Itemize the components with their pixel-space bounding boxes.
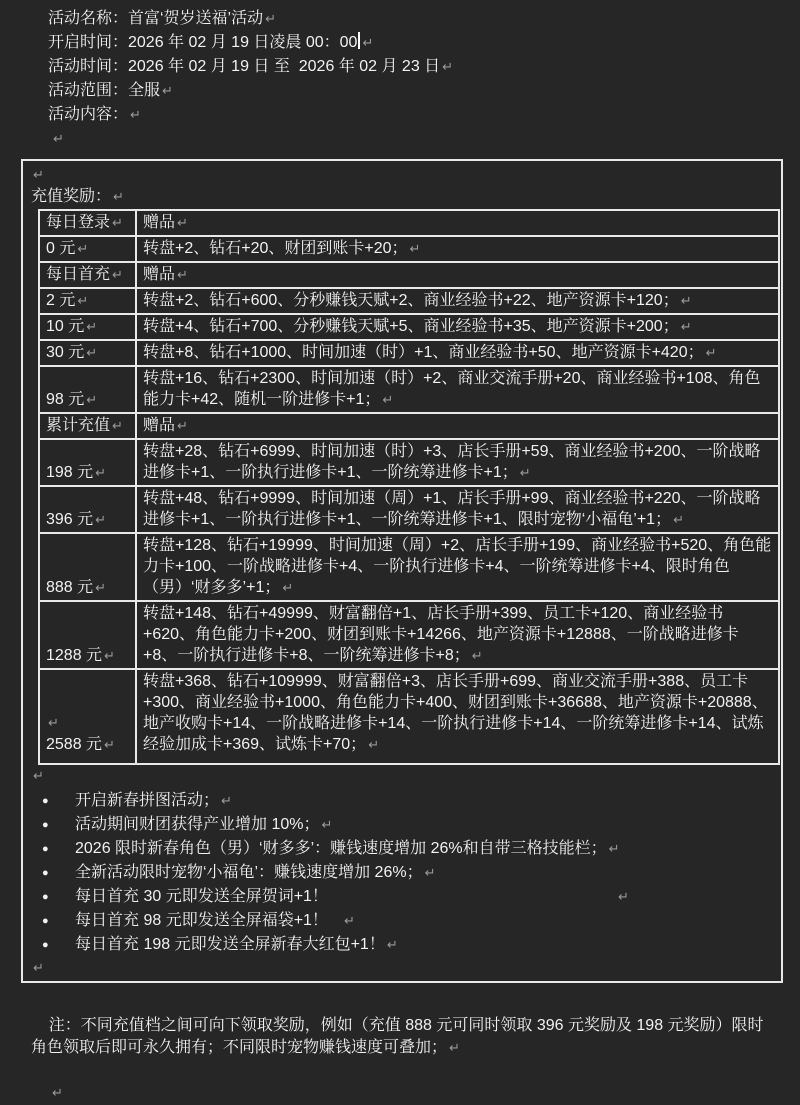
paragraph-mark-icon: ↵ xyxy=(77,242,89,257)
reward-content-text: 转盘+4、钻石+700、分秒赚钱天赋+5、商业经验书+35、地产资源卡+200； xyxy=(143,318,679,335)
reward-content-text: 转盘+48、钻石+9999、时间加速（周）+1、店长手册+99、商业经验书+220、一阶战略进修卡+1、一阶执行进修卡+1、一阶统筹进修卡+1、限时宠物‘小福龟’+1； xyxy=(143,490,761,528)
reward-content-text: 转盘+368、钻石+109999、财富翻倍+3、店长手册+699、商业交流手册+388、员工卡+300、商业经验书+1000、角色能力卡+400、财团到账卡+36688、地产资源卡+20888、地产收购卡+14、一阶战略进修卡+14、一阶执行进修卡+14、一阶统筹进修卡+14、试炼经验加成卡+369、试炼卡+70； xyxy=(143,673,768,753)
reward-content-text: 赠品 xyxy=(143,417,176,434)
paragraph-mark-icon: ↵ xyxy=(705,346,717,361)
tier-label xyxy=(46,264,129,286)
reward-content-cell xyxy=(136,413,779,439)
reward-content-cell xyxy=(136,340,779,366)
table-row xyxy=(39,314,779,340)
tier-label-text: 198 元 xyxy=(46,464,94,481)
tier-label-text: 累计充值 xyxy=(46,417,111,434)
paragraph-mark-icon: ↵ xyxy=(680,294,692,309)
paragraph-mark-icon: ↵ xyxy=(409,242,421,257)
paragraph-mark-icon: ↵ xyxy=(112,216,123,231)
tier-label-text: 30 元 xyxy=(46,344,85,361)
paragraph-mark-icon: ↵ xyxy=(265,12,277,27)
paragraph-mark-icon: ↵ xyxy=(449,1041,460,1056)
tier-cell xyxy=(39,366,136,413)
bullet-item xyxy=(42,813,772,837)
bullet-text: 全新活动限时宠物‘小福龟’：赚钱速度增加 26%； xyxy=(75,864,423,881)
tier-label-text: 1288 元 xyxy=(46,647,103,664)
bullet-icon: ● xyxy=(42,939,49,951)
paragraph-mark-icon: ↵ xyxy=(112,419,123,434)
bullet-icon: ● xyxy=(42,795,49,807)
paragraph-mark-icon: ↵ xyxy=(86,393,98,408)
reward-content-cell xyxy=(136,314,779,340)
reward-box xyxy=(21,159,783,983)
bullet-text: 活动期间财团获得产业增加 10%； xyxy=(75,816,320,833)
text-cursor xyxy=(358,32,360,49)
tier-label xyxy=(46,389,129,411)
bullet-list xyxy=(31,789,772,957)
reward-content-text: 转盘+2、钻石+600、分秒赚钱天赋+2、商业经验书+22、地产资源卡+120； xyxy=(143,292,679,309)
table-row xyxy=(39,236,779,262)
tier-label-text: 2 元 xyxy=(46,292,76,309)
reward-content-cell xyxy=(136,236,779,262)
tier-label xyxy=(46,462,129,484)
reward-content-text: 赠品 xyxy=(143,266,176,283)
table-row xyxy=(39,669,779,764)
paragraph-mark-icon: ↵ xyxy=(86,320,98,335)
paragraph-mark-icon: ↵ xyxy=(177,216,188,231)
paragraph-mark-icon: ↵ xyxy=(673,513,684,528)
note-paragraph xyxy=(31,993,776,1082)
bullet-text: 开启新春拼图活动； xyxy=(75,792,220,809)
tier-label-text: 2588 元 xyxy=(46,736,103,753)
header-line xyxy=(48,31,780,55)
reward-content-cell xyxy=(136,439,779,486)
tier-label-text: 98 元 xyxy=(46,391,85,408)
reward-content-cell xyxy=(136,486,779,533)
reward-content-text: 转盘+8、钻石+1000、时间加速（时）+1、商业经验书+50、地产资源卡+420； xyxy=(143,344,704,361)
header-line-text: 开启时间：2026 年 02 月 19 日凌晨 00：00 xyxy=(48,34,358,51)
box-title: 充值奖励： xyxy=(31,188,112,205)
paragraph-mark-icon: ↵ xyxy=(221,794,232,809)
paragraph-mark-icon: ↵ xyxy=(104,738,115,753)
paragraph-mark-icon: ↵ xyxy=(77,294,89,309)
paragraph-mark-icon: ↵ xyxy=(33,961,44,976)
tier-label xyxy=(46,734,129,756)
paragraph-mark-icon: ↵ xyxy=(680,320,692,335)
tier-label-text: 每日首充 xyxy=(46,266,111,283)
bullet-item xyxy=(42,789,772,813)
paragraph-mark-icon: ↵ xyxy=(321,818,333,833)
table-row xyxy=(39,288,779,314)
paragraph-mark-icon: ↵ xyxy=(48,716,59,731)
tier-label-text: 396 元 xyxy=(46,511,94,528)
paragraph-mark-icon: ↵ xyxy=(177,419,188,434)
bullet-item xyxy=(42,909,772,933)
paragraph-mark-icon: ↵ xyxy=(177,268,188,283)
bullet-icon: ● xyxy=(42,867,49,879)
tier-label xyxy=(46,577,129,599)
reward-content-cell xyxy=(136,210,779,236)
reward-content-text: 转盘+28、钻石+6999、时间加速（时）+3、店长手册+59、商业经验书+200、一阶战略进修卡+1、一阶执行进修卡+1、一阶统筹进修卡+1； xyxy=(143,443,761,481)
paragraph-mark-icon: ↵ xyxy=(386,938,398,953)
empty-line xyxy=(50,1082,800,1105)
bullet-item xyxy=(42,861,772,885)
tier-cell xyxy=(39,601,136,669)
reward-content-cell xyxy=(136,533,779,601)
empty-line xyxy=(46,712,129,734)
tier-cell xyxy=(39,439,136,486)
paragraph-mark-icon: ↵ xyxy=(33,168,44,183)
tab-gap xyxy=(328,900,616,901)
paragraph-mark-icon: ↵ xyxy=(95,513,107,528)
paragraph-mark-icon: ↵ xyxy=(130,108,141,123)
note-text: 注：不同充值档之间可向下领取奖励，例如（充值 888 元可同时领取 396 元奖励及 198 元奖励）限时角色领取后即可永久拥有；不同限时宠物赚钱速度可叠加； xyxy=(31,1017,764,1056)
paragraph-mark-icon: ↵ xyxy=(162,84,173,99)
reward-content-text: 转盘+16、钻石+2300、时间加速（时）+2、商业交流手册+20、商业经验书+108、角色能力卡+42、随机一阶进修卡+1； xyxy=(143,370,761,408)
paragraph-mark-icon: ↵ xyxy=(424,866,436,881)
paragraph-mark-icon: ↵ xyxy=(52,1086,63,1101)
tier-label xyxy=(46,509,129,531)
tier-label xyxy=(46,645,129,667)
paragraph-mark-icon: ↵ xyxy=(86,346,98,361)
tier-label-text: 0 元 xyxy=(46,240,76,257)
header-line xyxy=(48,7,780,31)
table-row xyxy=(39,413,779,439)
header-line-text: 活动范围：全服 xyxy=(48,82,161,99)
tier-cell xyxy=(39,340,136,366)
reward-content-text: 赠品 xyxy=(143,214,176,231)
empty-line xyxy=(31,957,772,979)
paragraph-mark-icon: ↵ xyxy=(95,581,107,596)
paragraph-mark-icon: ↵ xyxy=(617,890,629,905)
tier-label xyxy=(46,290,129,312)
tier-cell xyxy=(39,486,136,533)
tier-cell xyxy=(39,236,136,262)
paragraph-mark-icon: ↵ xyxy=(104,649,115,664)
bullet-icon: ● xyxy=(42,843,49,855)
table-row xyxy=(39,533,779,601)
header-line-text: 活动时间：2026 年 02 月 19 日 至 2026 年 02 月 23 日 xyxy=(48,58,441,75)
bullet-text: 2026 限时新春角色（男）‘财多多’：赚钱速度增加 26%和自带三格技能栏； xyxy=(75,840,607,857)
tier-cell xyxy=(39,210,136,236)
bullet-icon: ● xyxy=(42,819,49,831)
table-row xyxy=(39,601,779,669)
paragraph-mark-icon: ↵ xyxy=(53,132,64,147)
bullet-icon: ● xyxy=(42,891,49,903)
paragraph-mark-icon: ↵ xyxy=(471,649,483,664)
bullet-icon: ● xyxy=(42,915,49,927)
header-line xyxy=(48,55,780,79)
header-line-text: 活动名称：首富‘贺岁送福’活动 xyxy=(48,10,264,27)
paragraph-mark-icon: ↵ xyxy=(362,36,374,51)
table-row xyxy=(39,340,779,366)
reward-content-cell xyxy=(136,601,779,669)
bullet-item xyxy=(42,933,772,957)
bullet-text: 每日首充 30 元即发送全屏贺词+1！ xyxy=(75,888,328,905)
tier-label-text: 10 元 xyxy=(46,318,85,335)
tier-cell xyxy=(39,262,136,288)
table-row xyxy=(39,486,779,533)
tier-cell xyxy=(39,288,136,314)
empty-line xyxy=(0,127,800,151)
paragraph-mark-icon: ↵ xyxy=(33,769,44,784)
tier-label-text: 888 元 xyxy=(46,579,94,596)
reward-content-cell xyxy=(136,669,779,764)
tier-label xyxy=(46,342,129,364)
reward-content-cell xyxy=(136,366,779,413)
paragraph-mark-icon: ↵ xyxy=(519,466,531,481)
reward-content-cell xyxy=(136,262,779,288)
tier-cell xyxy=(39,533,136,601)
table-row xyxy=(39,366,779,413)
bullet-item xyxy=(42,885,772,909)
tier-cell xyxy=(39,413,136,439)
recharge-rewards-table xyxy=(38,209,780,765)
box-title-line xyxy=(31,186,772,208)
tab-gap xyxy=(328,924,342,925)
paragraph-mark-icon: ↵ xyxy=(95,466,107,481)
bullet-text: 每日首充 98 元即发送全屏福袋+1！ xyxy=(75,912,328,929)
tier-label xyxy=(46,415,129,437)
paragraph-mark-icon: ↵ xyxy=(442,60,454,75)
paragraph-mark-icon: ↵ xyxy=(608,842,620,857)
bullet-text: 每日首充 198 元即发送全屏新春大红包+1！ xyxy=(75,936,385,953)
paragraph-mark-icon: ↵ xyxy=(382,393,394,408)
table-row xyxy=(39,262,779,288)
paragraph-mark-icon: ↵ xyxy=(113,190,124,205)
header-line xyxy=(48,103,780,127)
empty-line xyxy=(31,765,772,787)
reward-content-text: 转盘+2、钻石+20、财团到账卡+20； xyxy=(143,240,408,257)
header-section xyxy=(0,0,800,127)
paragraph-mark-icon: ↵ xyxy=(343,914,355,929)
reward-content-text: 转盘+128、钻石+19999、时间加速（周）+2、店长手册+199、商业经验书+520、角色能力卡+100、一阶战略进修卡+4、一阶执行进修卡+4、一阶统筹进修卡+4、限时角色（男）‘财多多’+1； xyxy=(143,537,772,596)
table-row xyxy=(39,210,779,236)
paragraph-mark-icon: ↵ xyxy=(112,268,123,283)
tier-label xyxy=(46,316,129,338)
header-line-text: 活动内容： xyxy=(48,106,129,123)
empty-line xyxy=(31,164,772,186)
tier-label-text: 每日登录 xyxy=(46,214,111,231)
paragraph-mark-icon: ↵ xyxy=(282,581,294,596)
paragraph-mark-icon: ↵ xyxy=(368,738,380,753)
rewards-table-body xyxy=(39,210,779,764)
reward-content-text: 转盘+148、钻石+49999、财富翻倍+1、店长手册+399、员工卡+120、商业经验书+620、角色能力卡+200、财团到账卡+14266、地产资源卡+12888、一阶战略进修卡+8、一阶执行进修卡+8、一阶统筹进修卡+8； xyxy=(143,605,739,664)
tier-label xyxy=(46,238,129,260)
bullet-item xyxy=(42,837,772,861)
tier-cell xyxy=(39,314,136,340)
tier-label xyxy=(46,212,129,234)
tier-cell xyxy=(39,669,136,764)
table-row xyxy=(39,439,779,486)
header-line xyxy=(48,79,780,103)
reward-content-cell xyxy=(136,288,779,314)
